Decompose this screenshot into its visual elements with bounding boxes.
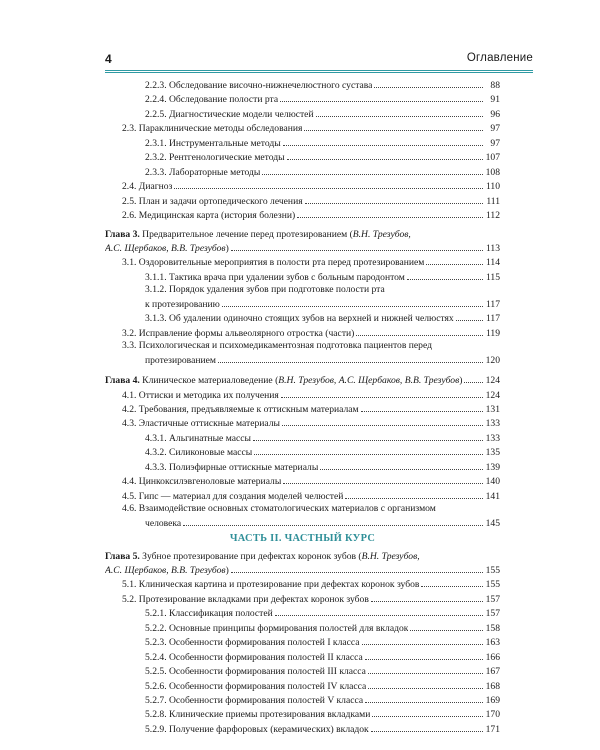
leader-dots [374, 78, 483, 88]
page-ref: 169 [485, 695, 500, 707]
leader-dots [222, 297, 483, 307]
entry-text: Зубное протезирование при дефектах коронок зубов ( [139, 550, 362, 562]
authors: В.Н. Трезубов, [352, 228, 411, 240]
toc-entry[interactable] [105, 107, 500, 121]
entry-text: 5.2.7. Особенности формирования полостей V класса [145, 695, 364, 707]
entry-text: 4.1. Оттиски и методика их получения [122, 389, 279, 401]
page-ref: 167 [485, 666, 500, 678]
leader-dots [320, 460, 483, 470]
entry-text: 2.2.4. Обследование полости рта [145, 94, 279, 106]
toc-entry[interactable] [105, 606, 500, 620]
toc-entry[interactable] [105, 592, 500, 606]
page-ref: 158 [485, 622, 500, 634]
toc-entry[interactable] [105, 503, 500, 515]
chapter-label: Глава 5. [105, 550, 140, 562]
entry-text [105, 375, 462, 387]
toc-entry[interactable] [105, 165, 500, 179]
page-ref: 171 [485, 723, 500, 735]
leader-dots [361, 402, 483, 412]
entry-text: 5.2.5. Особенности формирования полостей III класса [145, 666, 366, 678]
page-ref: 145 [485, 517, 500, 529]
toc-entry[interactable] [105, 121, 500, 135]
page-ref: 141 [485, 490, 500, 502]
entry-text: 3.1.2. Порядок удаления зубов при подготовке полости рта [145, 284, 385, 296]
toc-entry[interactable] [105, 270, 500, 284]
entry-text: 5.2.2. Основные принципы формирования полостей для вкладок [145, 622, 409, 634]
toc-entry[interactable] [105, 635, 500, 649]
header-title: Оглавление [466, 52, 533, 64]
leader-dots [304, 121, 483, 131]
page-ref: 110 [485, 181, 500, 193]
leader-dots [262, 165, 483, 175]
leader-dots [426, 255, 483, 265]
entry-text: 2.6. Медицинская карта (история болезни) [122, 210, 296, 222]
page-ref: 168 [485, 680, 500, 692]
page-ref: 108 [485, 166, 500, 178]
leader-dots [368, 679, 483, 689]
toc-chapter-heading[interactable] [105, 229, 500, 241]
table-of-contents [105, 78, 500, 736]
entry-text: Клиническое материаловедение ( [139, 375, 279, 387]
entry-text: человека [145, 517, 182, 529]
page-ref: 112 [485, 210, 500, 222]
entry-text: 5.1. Клиническая картина и протезирование при дефектах коронок зубов [122, 579, 420, 591]
page-ref: 163 [485, 637, 500, 649]
page-ref: 97 [490, 123, 500, 135]
toc-entry[interactable] [105, 621, 500, 635]
leader-dots [218, 353, 483, 363]
toc-entry[interactable] [105, 693, 500, 707]
page-number: 4 [105, 52, 112, 66]
leader-dots [365, 693, 483, 703]
toc-entry-cont[interactable] [105, 297, 500, 311]
leader-dots [305, 194, 483, 204]
page-ref: 133 [485, 418, 500, 430]
leader-dots [287, 150, 483, 160]
page-ref: 133 [485, 432, 500, 444]
page-ref: 117 [485, 298, 500, 310]
entry-text [105, 551, 420, 563]
page-ref: 124 [485, 375, 500, 387]
page-ref: 155 [485, 579, 500, 591]
entry-text: 4.3. Эластичные оттискные материалы [122, 418, 281, 430]
leader-dots [253, 431, 483, 441]
toc-entry[interactable] [105, 664, 500, 678]
page-ref: 111 [486, 195, 500, 207]
leader-dots [371, 722, 483, 732]
entry-text: 5.2.4. Особенности формирования полостей II класса [145, 651, 363, 663]
toc-entry[interactable] [105, 326, 500, 340]
page-ref: 140 [485, 476, 500, 488]
toc-entry[interactable] [105, 284, 500, 296]
entry-text: 2.3. Параклинические методы обследования [122, 123, 303, 135]
entry-text: 4.5. Гипс — материал для создания моделей челюстей [122, 490, 344, 502]
page-ref: 96 [490, 108, 500, 120]
leader-dots [371, 592, 483, 602]
entry-text: 5.2.6. Особенности формирования полостей IV класса [145, 680, 367, 692]
entry-text: 4.6. Взаимодействие основных стоматологических материалов с организмом [122, 503, 436, 515]
toc-chapter-heading[interactable] [105, 373, 500, 387]
leader-dots [372, 707, 483, 717]
chapter-label: Глава 3. [105, 228, 140, 240]
entry-text: 2.3.3. Лабораторные методы [145, 166, 261, 178]
page-ref: 131 [485, 403, 500, 415]
entry-text [105, 565, 229, 577]
toc-entry[interactable] [105, 460, 500, 474]
leader-dots [254, 445, 483, 455]
entry-text: ) [459, 375, 463, 387]
toc-entry[interactable] [105, 255, 500, 269]
entry-text: 4.2. Требования, предъявляемые к оттискным материалам [122, 403, 359, 415]
leader-dots [174, 179, 483, 189]
leader-dots [316, 107, 483, 117]
entry-text: 5.2.8. Клинические приемы протезирования вкладками [145, 709, 371, 721]
entry-text: 4.3.1. Альгинатные массы [145, 432, 251, 444]
page-ref: 114 [485, 257, 500, 269]
leader-dots [456, 311, 483, 321]
leader-dots [345, 489, 483, 499]
page-ref: 88 [490, 80, 500, 91]
entry-text: 2.3.1. Инструментальные методы [145, 137, 281, 149]
toc-entry[interactable] [105, 340, 500, 352]
leader-dots [365, 650, 483, 660]
entry-text: 5.2.1. Классификация полостей [145, 608, 273, 620]
entry-text: 3.1.3. Об удалении одиночно стоящих зубов на верхней и нижней челюстях [145, 313, 454, 325]
entry-text: Предварительное лечение перед протезированием ( [139, 228, 353, 240]
toc-entry[interactable] [105, 650, 500, 664]
leader-dots [362, 635, 483, 645]
leader-dots [183, 516, 483, 526]
entry-text: 4.4. Цинкоксилэвгеноловые материалы [122, 476, 282, 488]
leader-dots [280, 92, 483, 102]
authors: А.С. Щербаков, В.В. Трезубов [105, 564, 226, 576]
entry-text: 2.4. Диагноз [122, 181, 173, 193]
entry-text: 2.5. План и задачи ортопедического лечения [122, 195, 303, 207]
page-ref: 157 [485, 608, 500, 620]
toc-chapter-heading-cont[interactable] [105, 563, 500, 577]
leader-dots [407, 270, 483, 280]
toc-entry[interactable] [105, 92, 500, 106]
entry-text: ) [225, 564, 229, 576]
page-ref: 117 [485, 313, 500, 325]
entry-text: 4.3.3. Полиэфирные оттискные материалы [145, 461, 319, 473]
page-ref: 113 [485, 242, 500, 254]
toc-entry-cont[interactable] [105, 353, 500, 367]
page-ref: 107 [485, 152, 500, 164]
leader-dots [410, 621, 483, 631]
entry-text: ) [225, 242, 229, 254]
authors: А.С. Щербаков, В.В. Трезубов [105, 242, 226, 254]
toc-entry[interactable] [105, 78, 500, 92]
toc-entry[interactable] [105, 388, 500, 402]
entry-text: 2.2.5. Диагностические модели челюстей [145, 108, 314, 120]
toc-entry[interactable] [105, 136, 500, 150]
entry-text: 2.2.3. Обследование височно-нижнечелюстного сустава [145, 80, 373, 91]
leader-dots [464, 373, 483, 383]
entry-text: 4.3.2. Силиконовые массы [145, 447, 253, 459]
leader-dots [368, 664, 483, 674]
leader-dots [282, 416, 483, 426]
page-ref: 115 [485, 271, 500, 283]
part-heading[interactable]: ЧАСТЬ II. ЧАСТНЫЙ КУРС [229, 533, 376, 545]
page-ref: 119 [485, 327, 500, 339]
leader-dots [283, 136, 483, 146]
leader-dots [297, 208, 483, 218]
entry-text [105, 229, 411, 241]
running-header [105, 52, 533, 68]
entry-text: к протезированию [145, 298, 220, 310]
toc-chapter-heading[interactable] [105, 551, 500, 563]
page-ref: 124 [485, 389, 500, 401]
leader-dots [281, 388, 483, 398]
toc-entry[interactable] [105, 150, 500, 164]
leader-dots [231, 563, 483, 573]
toc-entry[interactable] [105, 194, 500, 208]
toc-entry-cont[interactable] [105, 516, 500, 530]
toc-entry[interactable] [105, 431, 500, 445]
authors: В.Н. Трезубов, [361, 550, 420, 562]
toc-entry[interactable] [105, 179, 500, 193]
chapter-label: Глава 4. [105, 375, 140, 387]
page-ref: 97 [490, 137, 500, 149]
leader-dots [356, 326, 483, 336]
toc-entry[interactable] [105, 722, 500, 736]
toc-entry[interactable] [105, 489, 500, 503]
entry-text: 3.1.1. Тактика врача при удалении зубов с больным пародонтом [145, 271, 405, 283]
toc-entry[interactable] [105, 402, 500, 416]
toc-entry[interactable] [105, 707, 500, 721]
toc-entry[interactable] [105, 311, 500, 325]
page-ref: 135 [485, 447, 500, 459]
entry-text [105, 243, 229, 255]
authors: В.Н. Трезубов, А.С. Щербаков, В.В. Трезубов [278, 375, 460, 387]
leader-dots [231, 241, 483, 251]
entry-text: 3.1. Оздоровительные мероприятия в полости рта перед протезированием [122, 257, 425, 269]
entry-text: 5.2. Протезирование вкладками при дефектах коронок зубов [122, 593, 369, 605]
toc-entry[interactable] [105, 679, 500, 693]
leader-dots [283, 474, 483, 484]
leader-dots [275, 606, 483, 616]
entry-text: 2.3.2. Рентгенологические методы [145, 152, 285, 164]
page-ref: 91 [490, 94, 500, 106]
page-ref: 120 [485, 354, 500, 366]
header-rule-secondary [105, 72, 533, 73]
entry-text: протезированием [145, 354, 216, 366]
entry-text: 3.2. Исправление формы альвеолярного отростка (части) [122, 327, 355, 339]
entry-text: 3.3. Психологическая и психомедикаментозная подготовка пациентов перед [122, 340, 432, 352]
entry-text: 5.2.3. Особенности формирования полостей I класса [145, 637, 360, 649]
leader-dots [421, 577, 483, 587]
toc-chapter-heading-cont[interactable] [105, 241, 500, 255]
page-ref: 155 [485, 564, 500, 576]
page-ref: 139 [485, 461, 500, 473]
toc-entry[interactable] [105, 445, 500, 459]
toc-entry[interactable] [105, 474, 500, 488]
toc-entry[interactable] [105, 577, 500, 591]
toc-entry[interactable] [105, 208, 500, 222]
page-ref: 166 [485, 651, 500, 663]
page-ref: 170 [485, 709, 500, 721]
entry-text: 5.2.9. Получение фарфоровых (керамических) вкладок [145, 723, 369, 735]
toc-entry[interactable] [105, 416, 500, 430]
page-ref: 157 [485, 593, 500, 605]
